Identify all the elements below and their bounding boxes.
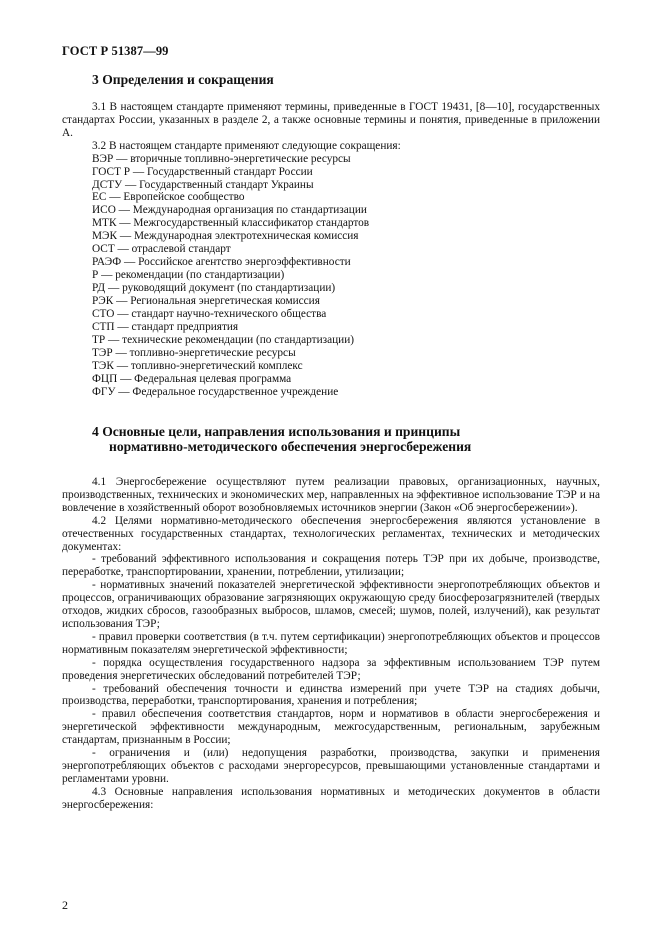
section-4-body (62, 476, 600, 812)
running-header: ГОСТ Р 51387—99 (62, 44, 169, 58)
paragraph-4-1: 4.1 Энергосбережение осуществляют путем реализации правовых, организационных, научных, производственных, технических и экономических мер, направленных на эффективное использование ТЭР и на вовлечение в хозяйственный оборот возобновляемых источников энергии (Закон «Об энергосбережении»). (62, 476, 600, 514)
abbreviation-item: ИСО — Международная организация по стандартизации (92, 204, 367, 217)
abbreviation-list (62, 153, 600, 399)
abbreviation-item: Р — рекомендации (по стандартизации) (92, 269, 285, 282)
page-number: 2 (62, 898, 68, 912)
paragraph-3-1: 3.1 В настоящем стандарте применяют термины, приведенные в ГОСТ 19431, [8—10], государственных стандартах России, указанных в разделе 2, а также основные термины и понятия, приведенные в приложении А. (62, 101, 600, 139)
abbreviation-item: ВЭР — вторичные топливно-энергетические ресурсы (92, 152, 351, 165)
goal-item: - правил обеспечения соответствия стандартов, норм и нормативов в области энергосбережения и энергетической эффективности международным, межгосударственным, региональным, зарубежным стандартам, признанным в России; (62, 708, 600, 747)
abbreviation-item: ГОСТ Р — Государственный стандарт России (92, 165, 313, 178)
section-3-heading: 3 Определения и сокращения (92, 72, 274, 87)
paragraph-4-2: 4.2 Целями нормативно-методического обеспечения энергосбережения являются установление в отечественных государственных стандартах, технологических регламентах, технических и методических документах: (62, 514, 600, 553)
abbreviation-item: ТЭР — топливно-энергетические ресурсы (92, 346, 296, 359)
goal-item: - порядка осуществления государственного надзора за эффективным использованием ТЭР путем проведения энергетических обследований потребителей ТЭР; (62, 656, 600, 682)
abbreviation-item: СТО — стандарт научно-технического общества (92, 308, 327, 321)
abbreviation-item: РЭК — Региональная энергетическая комиссия (92, 295, 320, 308)
abbreviation-item: МЭК — Международная электротехническая комиссия (92, 230, 359, 243)
paragraph-4-3: 4.3 Основные направления использования нормативных и методических документов в области энергосбережения: (62, 785, 600, 811)
abbreviation-item: ФГУ — Федеральное государственное учреждение (92, 385, 339, 398)
abbreviation-item: СТП — стандарт предприятия (92, 321, 239, 334)
goal-item: - ограничения и (или) недопущения разработки, производства, закупки и применения энергопотребляющих объектов с расходами энергоресурсов, превышающими установленные стандартами и регламентами уровни. (62, 747, 600, 785)
goal-item: - требований обеспечения точности и единства измерений при учете ТЭР на стадиях добычи, производства, переработки, транспортирования, хранения и потребления; (62, 682, 600, 708)
section-4-heading-line1: 4 Основные цели, направления использования и принципы (92, 424, 461, 439)
paragraph-3-2: 3.2 В настоящем стандарте применяют следующие сокращения: (92, 139, 401, 152)
abbreviation-item: РД — руководящий документ (по стандартизации) (92, 282, 336, 295)
goal-item: - правил проверки соответствия (в т.ч. путем сертификации) энергопотребляющих объектов и процессов нормативным показателям энергетической эффективности; (62, 630, 600, 656)
abbreviation-item: ОСТ — отраслевой стандарт (92, 243, 231, 256)
abbreviation-item: ТР — технические рекомендации (по стандартизации) (92, 333, 355, 346)
abbreviation-item: ТЭК — топливно-энергетический комплекс (92, 359, 303, 372)
goal-item: - нормативных значений показателей энергетической эффективности энергопотребляющих объектов и процессов, ограничивающих образование загрязняющих окружающую среду биосферозагрязнителей (твердых отходов, жидких сбросов, газообразных выбросов, шламов, смесей; шумов, полей, излучений), как результат использования ТЭР; (62, 579, 600, 630)
abbreviation-item: ДСТУ — Государственный стандарт Украины (92, 178, 314, 191)
goal-item: - требований эффективного использования и сокращения потерь ТЭР при их добыче, производстве, переработке, транспортировании, хранении, потреблении, утилизации; (62, 553, 600, 579)
section-4-heading-line2: нормативно-методического обеспечения энергосбережения (109, 439, 472, 454)
abbreviation-item: РАЭФ — Российское агентство энергоэффективности (92, 256, 351, 269)
section-3-body (62, 101, 600, 399)
abbreviation-item: ЕС — Европейское сообщество (92, 191, 245, 204)
abbreviation-item: МТК — Межгосударственный классификатор стандартов (92, 217, 370, 230)
section-4-heading (92, 424, 471, 454)
abbreviation-item: ФЦП — Федеральная целевая программа (92, 372, 292, 385)
